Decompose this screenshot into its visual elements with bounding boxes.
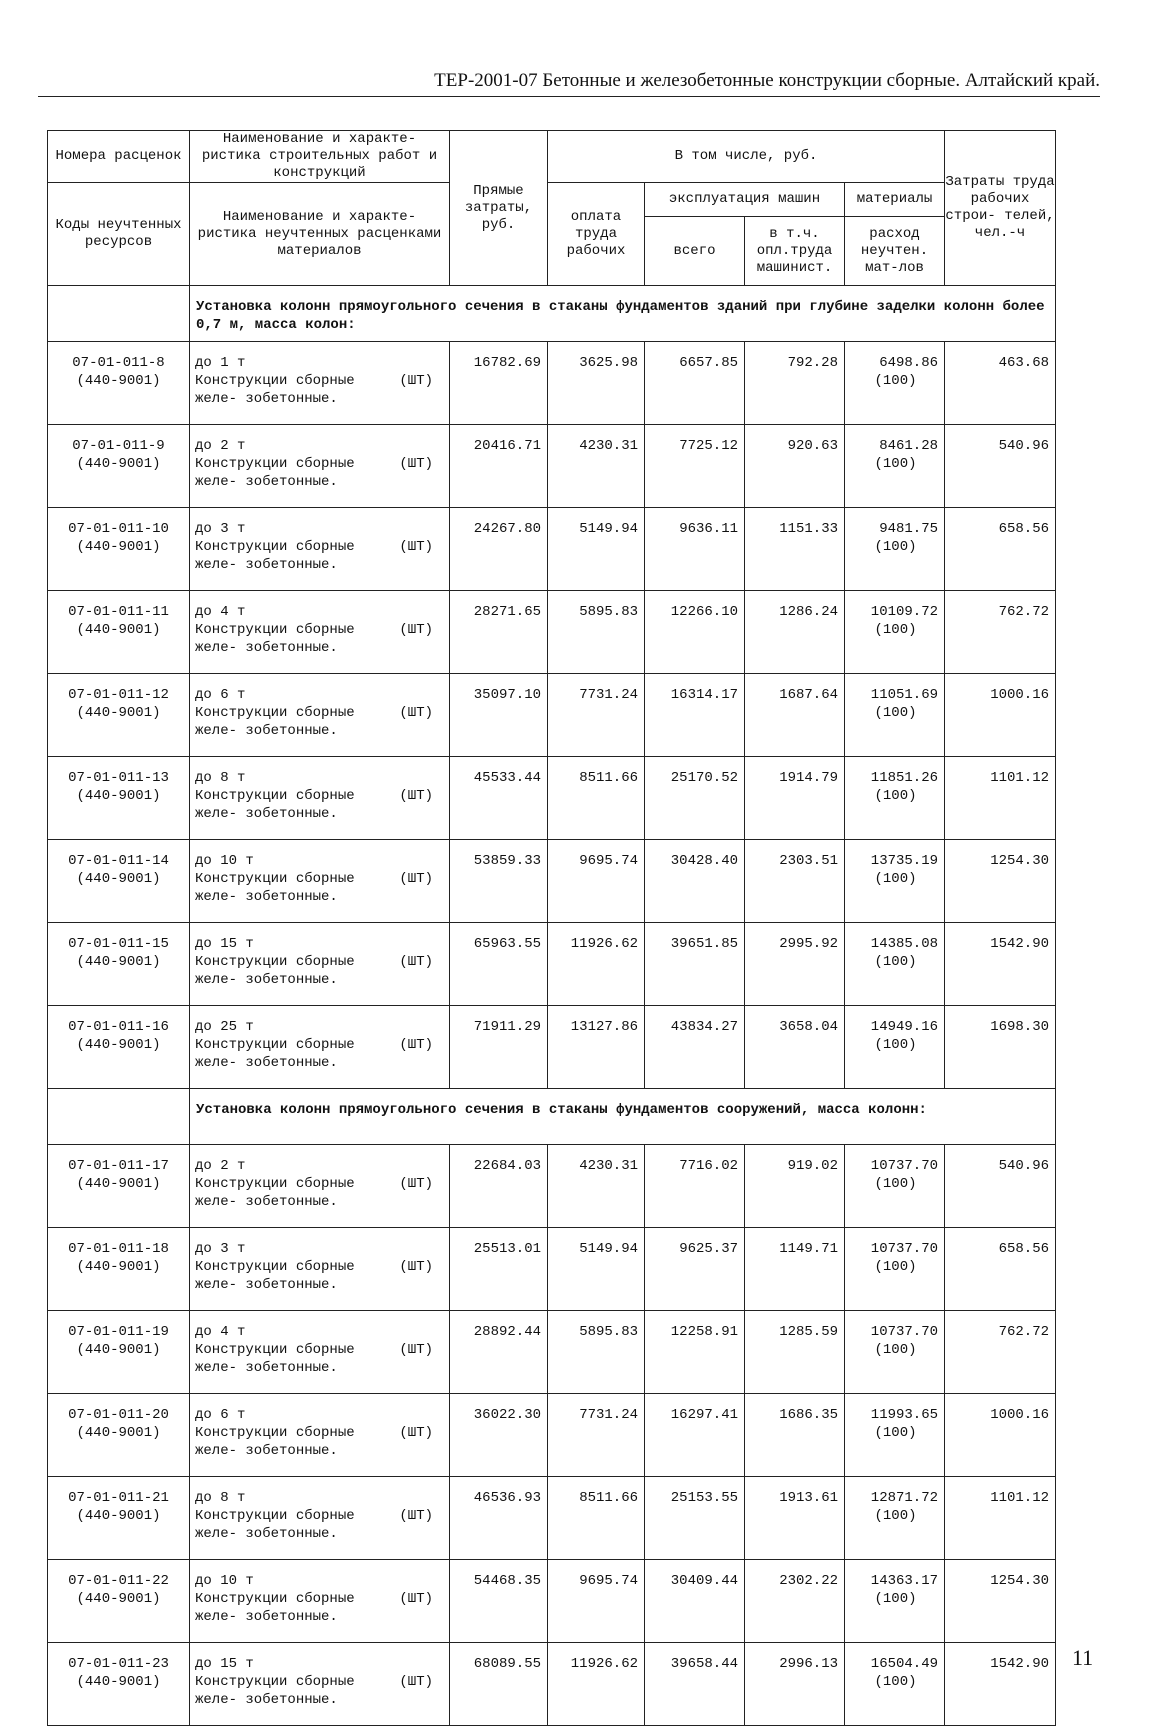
material-unit: (ШТ) — [399, 1508, 433, 1524]
labor-hours: 658.56 — [945, 1228, 1056, 1311]
table-row — [48, 1560, 1056, 1643]
materials-use: (100) — [874, 954, 917, 970]
name-cell — [190, 1145, 450, 1228]
name-cell — [190, 840, 450, 923]
materials-cell — [845, 1394, 945, 1477]
material-unit: (ШТ) — [399, 1591, 433, 1607]
table-row — [48, 508, 1056, 591]
materials-cell — [845, 508, 945, 591]
labor-pay: 5895.83 — [548, 591, 645, 674]
materials-use: (100) — [874, 539, 917, 555]
machines-total: 43834.27 — [645, 1006, 745, 1089]
material-unit: (ШТ) — [399, 539, 433, 555]
materials-cell — [845, 1477, 945, 1560]
mass-range: до 15 т — [195, 936, 254, 952]
machinist-pay: 1687.64 — [745, 674, 845, 757]
materials-use: (100) — [874, 788, 917, 804]
header-materials-use: расход неучтен. мат-лов — [845, 217, 945, 286]
machines-total: 16297.41 — [645, 1394, 745, 1477]
table-row — [48, 1228, 1056, 1311]
resource-code: (440-9001) — [76, 1342, 161, 1358]
material-name: Конструкции сборные желе- зобетонные. — [195, 705, 355, 739]
rate-code-cell — [48, 508, 190, 591]
name-cell — [190, 1228, 450, 1311]
section-title: Установка колонн прямоугольного сечения в стаканы фундаментов зданий при глубине заделки колонн более 0,7 м, масса колон: — [196, 299, 1045, 333]
materials-cost: 6498.86 — [879, 355, 939, 371]
labor-hours: 463.68 — [945, 342, 1056, 425]
table-row — [48, 591, 1056, 674]
name-cell — [190, 674, 450, 757]
rate-code-cell — [48, 1560, 190, 1643]
materials-use: (100) — [874, 1259, 917, 1275]
name-cell — [190, 508, 450, 591]
direct-costs: 25513.01 — [450, 1228, 548, 1311]
name-cell — [190, 1477, 450, 1560]
material-unit: (ШТ) — [399, 1674, 433, 1690]
machinist-pay: 1913.61 — [745, 1477, 845, 1560]
labor-hours: 1254.30 — [945, 840, 1056, 923]
material-unit: (ШТ) — [399, 456, 433, 472]
rate-code-cell — [48, 1394, 190, 1477]
machinist-pay: 2995.92 — [745, 923, 845, 1006]
rate-code: 07-01-011-20 — [68, 1407, 169, 1423]
material-unit: (ШТ) — [399, 788, 433, 804]
materials-cost: 8461.28 — [879, 438, 939, 454]
labor-pay: 5895.83 — [548, 1311, 645, 1394]
resource-code: (440-9001) — [76, 871, 161, 887]
rate-code: 07-01-011-21 — [68, 1490, 169, 1506]
labor-hours: 1698.30 — [945, 1006, 1056, 1089]
material-name: Конструкции сборные желе- зобетонные. — [195, 788, 355, 822]
labor-hours: 1542.90 — [945, 923, 1056, 1006]
machines-total: 16314.17 — [645, 674, 745, 757]
material-unit: (ШТ) — [399, 1342, 433, 1358]
header-name: Наименование и характе- ристика строительных работ и конструкций — [190, 131, 450, 183]
rate-code: 07-01-011-18 — [68, 1241, 169, 1257]
direct-costs: 22684.03 — [450, 1145, 548, 1228]
machines-total: 30428.40 — [645, 840, 745, 923]
table-row — [48, 840, 1056, 923]
table-row — [48, 1643, 1056, 1726]
material-name: Конструкции сборные желе- зобетонные. — [195, 1591, 355, 1625]
labor-hours: 1542.90 — [945, 1643, 1056, 1726]
materials-use: (100) — [874, 1674, 917, 1690]
section-title-cell — [190, 286, 1056, 342]
machinist-pay: 2996.13 — [745, 1643, 845, 1726]
labor-hours: 1000.16 — [945, 674, 1056, 757]
material-unit: (ШТ) — [399, 1259, 433, 1275]
rate-code: 07-01-011-8 — [72, 355, 165, 371]
material-unit: (ШТ) — [399, 954, 433, 970]
rate-code-cell — [48, 425, 190, 508]
labor-hours: 762.72 — [945, 1311, 1056, 1394]
materials-cost: 10737.70 — [870, 1324, 939, 1340]
mass-range: до 2 т — [195, 438, 246, 454]
labor-hours: 1101.12 — [945, 1477, 1056, 1560]
materials-cell — [845, 674, 945, 757]
resource-code: (440-9001) — [76, 1037, 161, 1053]
direct-costs: 45533.44 — [450, 757, 548, 840]
machinist-pay: 1151.33 — [745, 508, 845, 591]
direct-costs: 36022.30 — [450, 1394, 548, 1477]
resource-code: (440-9001) — [76, 539, 161, 555]
section-row — [48, 286, 1056, 342]
rate-code-cell — [48, 1643, 190, 1726]
materials-use: (100) — [874, 1342, 917, 1358]
machines-total: 39658.44 — [645, 1643, 745, 1726]
direct-costs: 71911.29 — [450, 1006, 548, 1089]
machines-total: 6657.85 — [645, 342, 745, 425]
material-name: Конструкции сборные желе- зобетонные. — [195, 622, 355, 656]
material-name: Конструкции сборные желе- зобетонные. — [195, 1508, 355, 1542]
resource-code: (440-9001) — [76, 1259, 161, 1275]
section-row — [48, 1089, 1056, 1145]
materials-use: (100) — [874, 1591, 917, 1607]
materials-cell — [845, 1643, 945, 1726]
mass-range: до 10 т — [195, 853, 254, 869]
rate-code: 07-01-011-13 — [68, 770, 169, 786]
header-materials-name: Наименование и характе- ристика неучтенных расценками материалов — [190, 183, 450, 286]
material-name: Конструкции сборные желе- зобетонные. — [195, 1425, 355, 1459]
section-title: Установка колонн прямоугольного сечения в стаканы фундаментов сооружений, масса колонн: — [196, 1102, 927, 1118]
machinist-pay: 920.63 — [745, 425, 845, 508]
resource-code: (440-9001) — [76, 1176, 161, 1192]
header-materials: материалы — [845, 183, 945, 217]
materials-use: (100) — [874, 1037, 917, 1053]
material-name: Конструкции сборные желе- зобетонные. — [195, 1176, 355, 1210]
mass-range: до 4 т — [195, 1324, 246, 1340]
labor-pay: 5149.94 — [548, 1228, 645, 1311]
rate-code-cell — [48, 1477, 190, 1560]
machinist-pay: 2303.51 — [745, 840, 845, 923]
materials-cell — [845, 425, 945, 508]
labor-hours: 540.96 — [945, 425, 1056, 508]
machinist-pay: 1285.59 — [745, 1311, 845, 1394]
rate-code: 07-01-011-23 — [68, 1656, 169, 1672]
mass-range: до 15 т — [195, 1656, 254, 1672]
machines-total: 9625.37 — [645, 1228, 745, 1311]
resource-code: (440-9001) — [76, 788, 161, 804]
header-resource-codes: Коды неучтенных ресурсов — [48, 183, 190, 286]
table-row — [48, 425, 1056, 508]
table-row — [48, 674, 1056, 757]
labor-pay: 3625.98 — [548, 342, 645, 425]
material-name: Конструкции сборные желе- зобетонные. — [195, 373, 355, 407]
name-cell — [190, 1560, 450, 1643]
materials-cell — [845, 1560, 945, 1643]
header-labor-pay: оплата труда рабочих — [548, 183, 645, 286]
labor-pay: 11926.62 — [548, 923, 645, 1006]
table-body — [48, 286, 1056, 1726]
rate-code-cell — [48, 591, 190, 674]
direct-costs: 28271.65 — [450, 591, 548, 674]
resource-code: (440-9001) — [76, 1674, 161, 1690]
machines-total: 39651.85 — [645, 923, 745, 1006]
resource-code: (440-9001) — [76, 373, 161, 389]
rate-code-cell — [48, 674, 190, 757]
labor-pay: 5149.94 — [548, 508, 645, 591]
mass-range: до 6 т — [195, 687, 246, 703]
name-cell — [190, 1643, 450, 1726]
resource-code: (440-9001) — [76, 705, 161, 721]
machinist-pay: 792.28 — [745, 342, 845, 425]
materials-cost: 16504.49 — [870, 1656, 939, 1672]
mass-range: до 8 т — [195, 1490, 246, 1506]
rate-code-cell — [48, 1228, 190, 1311]
materials-cost: 10737.70 — [870, 1158, 939, 1174]
mass-range: до 2 т — [195, 1158, 246, 1174]
table-row — [48, 757, 1056, 840]
rate-code: 07-01-011-9 — [72, 438, 165, 454]
table-row — [48, 1006, 1056, 1089]
materials-use: (100) — [874, 1425, 917, 1441]
material-unit: (ШТ) — [399, 373, 433, 389]
material-name: Конструкции сборные желе- зобетонные. — [195, 1259, 355, 1293]
resource-code: (440-9001) — [76, 954, 161, 970]
header-machines-total: всего — [645, 217, 745, 286]
name-cell — [190, 1311, 450, 1394]
rate-code: 07-01-011-11 — [68, 604, 169, 620]
name-cell — [190, 342, 450, 425]
name-cell — [190, 757, 450, 840]
resource-code: (440-9001) — [76, 1591, 161, 1607]
machinist-pay: 2302.22 — [745, 1560, 845, 1643]
header-labor-hours: Затраты труда рабочих строи- телей, чел.-ч — [945, 131, 1056, 286]
rate-code: 07-01-011-14 — [68, 853, 169, 869]
resource-code: (440-9001) — [76, 622, 161, 638]
materials-cell — [845, 1228, 945, 1311]
direct-costs: 68089.55 — [450, 1643, 548, 1726]
material-unit: (ШТ) — [399, 705, 433, 721]
materials-cost: 9481.75 — [879, 521, 939, 537]
mass-range: до 3 т — [195, 521, 246, 537]
mass-range: до 10 т — [195, 1573, 254, 1589]
materials-use: (100) — [874, 871, 917, 887]
machines-total: 25170.52 — [645, 757, 745, 840]
labor-hours: 658.56 — [945, 508, 1056, 591]
direct-costs: 24267.80 — [450, 508, 548, 591]
table-row — [48, 1145, 1056, 1228]
material-name: Конструкции сборные желе- зобетонные. — [195, 1037, 355, 1071]
labor-hours: 1000.16 — [945, 1394, 1056, 1477]
materials-cost: 11051.69 — [870, 687, 939, 703]
machinist-pay: 1149.71 — [745, 1228, 845, 1311]
material-unit: (ШТ) — [399, 871, 433, 887]
materials-cell — [845, 840, 945, 923]
rate-code: 07-01-011-16 — [68, 1019, 169, 1035]
name-cell — [190, 923, 450, 1006]
materials-cell — [845, 591, 945, 674]
page-header: ТЕР-2001-07 Бетонные и железобетонные конструкции сборные. Алтайский край. — [38, 66, 1100, 97]
mass-range: до 1 т — [195, 355, 246, 371]
labor-pay: 8511.66 — [548, 1477, 645, 1560]
machinist-pay: 1286.24 — [745, 591, 845, 674]
resource-code: (440-9001) — [76, 1508, 161, 1524]
materials-use: (100) — [874, 456, 917, 472]
material-unit: (ШТ) — [399, 1425, 433, 1441]
materials-cost: 11993.65 — [870, 1407, 939, 1423]
machines-total: 12266.10 — [645, 591, 745, 674]
name-cell — [190, 425, 450, 508]
header-machines: эксплуатация машин — [645, 183, 845, 217]
table-row — [48, 1311, 1056, 1394]
table-row — [48, 1477, 1056, 1560]
rate-code: 07-01-011-19 — [68, 1324, 169, 1340]
mass-range: до 6 т — [195, 1407, 246, 1423]
direct-costs: 35097.10 — [450, 674, 548, 757]
resource-code: (440-9001) — [76, 456, 161, 472]
materials-cost: 14949.16 — [870, 1019, 939, 1035]
rate-code: 07-01-011-10 — [68, 521, 169, 537]
header-direct-costs: Прямые затраты, руб. — [450, 131, 548, 286]
rates-table — [47, 130, 1056, 1726]
rate-code-cell — [48, 923, 190, 1006]
material-unit: (ШТ) — [399, 1037, 433, 1053]
materials-cell — [845, 1311, 945, 1394]
materials-cell — [845, 1145, 945, 1228]
machines-total: 30409.44 — [645, 1560, 745, 1643]
machines-total: 9636.11 — [645, 508, 745, 591]
labor-pay: 11926.62 — [548, 1643, 645, 1726]
material-name: Конструкции сборные желе- зобетонные. — [195, 539, 355, 573]
material-name: Конструкции сборные желе- зобетонные. — [195, 1674, 355, 1708]
mass-range: до 8 т — [195, 770, 246, 786]
materials-cost: 10737.70 — [870, 1241, 939, 1257]
rate-code-cell — [48, 1311, 190, 1394]
rate-code-cell — [48, 342, 190, 425]
labor-pay: 13127.86 — [548, 1006, 645, 1089]
materials-cell — [845, 923, 945, 1006]
direct-costs: 54468.35 — [450, 1560, 548, 1643]
name-cell — [190, 591, 450, 674]
header-codes: Номера расценок — [48, 131, 190, 183]
machinist-pay: 1914.79 — [745, 757, 845, 840]
machinist-pay: 919.02 — [745, 1145, 845, 1228]
rate-code-cell — [48, 757, 190, 840]
header-including: В том числе, руб. — [548, 131, 945, 183]
materials-use: (100) — [874, 1508, 917, 1524]
materials-cost: 11851.26 — [870, 770, 939, 786]
machines-total: 7716.02 — [645, 1145, 745, 1228]
direct-costs: 65963.55 — [450, 923, 548, 1006]
materials-cell — [845, 342, 945, 425]
labor-pay: 7731.24 — [548, 674, 645, 757]
labor-pay: 9695.74 — [548, 840, 645, 923]
machinist-pay: 3658.04 — [745, 1006, 845, 1089]
material-unit: (ШТ) — [399, 622, 433, 638]
section-left-cell — [48, 286, 190, 342]
labor-hours: 1254.30 — [945, 1560, 1056, 1643]
rate-code: 07-01-011-15 — [68, 936, 169, 952]
material-name: Конструкции сборные желе- зобетонные. — [195, 871, 355, 905]
header-machinist-pay: в т.ч. опл.труда машинист. — [745, 217, 845, 286]
machines-total: 12258.91 — [645, 1311, 745, 1394]
rate-code-cell — [48, 1006, 190, 1089]
materials-use: (100) — [874, 373, 917, 389]
labor-pay: 7731.24 — [548, 1394, 645, 1477]
materials-cost: 13735.19 — [870, 853, 939, 869]
materials-cell — [845, 757, 945, 840]
rate-code-cell — [48, 840, 190, 923]
material-unit: (ШТ) — [399, 1176, 433, 1192]
labor-pay: 9695.74 — [548, 1560, 645, 1643]
section-title-cell — [190, 1089, 1056, 1145]
mass-range: до 3 т — [195, 1241, 246, 1257]
materials-cost: 10109.72 — [870, 604, 939, 620]
section-left-cell — [48, 1089, 190, 1145]
direct-costs: 28892.44 — [450, 1311, 548, 1394]
materials-use: (100) — [874, 622, 917, 638]
page-number: 11 — [1072, 1645, 1094, 1670]
mass-range: до 25 т — [195, 1019, 254, 1035]
resource-code: (440-9001) — [76, 1425, 161, 1441]
materials-cost: 14385.08 — [870, 936, 939, 952]
machines-total: 7725.12 — [645, 425, 745, 508]
materials-cell — [845, 1006, 945, 1089]
labor-pay: 4230.31 — [548, 425, 645, 508]
material-name: Конструкции сборные желе- зобетонные. — [195, 456, 355, 490]
table-row — [48, 342, 1056, 425]
direct-costs: 16782.69 — [450, 342, 548, 425]
table-row — [48, 1394, 1056, 1477]
labor-hours: 1101.12 — [945, 757, 1056, 840]
name-cell — [190, 1394, 450, 1477]
rate-code: 07-01-011-17 — [68, 1158, 169, 1174]
materials-cost: 12871.72 — [870, 1490, 939, 1506]
machines-total: 25153.55 — [645, 1477, 745, 1560]
labor-pay: 4230.31 — [548, 1145, 645, 1228]
labor-hours: 540.96 — [945, 1145, 1056, 1228]
materials-use: (100) — [874, 705, 917, 721]
name-cell — [190, 1006, 450, 1089]
direct-costs: 20416.71 — [450, 425, 548, 508]
materials-cost: 14363.17 — [870, 1573, 939, 1589]
labor-pay: 8511.66 — [548, 757, 645, 840]
materials-use: (100) — [874, 1176, 917, 1192]
material-name: Конструкции сборные желе- зобетонные. — [195, 1342, 355, 1376]
direct-costs: 46536.93 — [450, 1477, 548, 1560]
labor-hours: 762.72 — [945, 591, 1056, 674]
direct-costs: 53859.33 — [450, 840, 548, 923]
rate-code: 07-01-011-22 — [68, 1573, 169, 1589]
rate-code-cell — [48, 1145, 190, 1228]
machinist-pay: 1686.35 — [745, 1394, 845, 1477]
mass-range: до 4 т — [195, 604, 246, 620]
rate-code: 07-01-011-12 — [68, 687, 169, 703]
material-name: Конструкции сборные желе- зобетонные. — [195, 954, 355, 988]
table-row — [48, 923, 1056, 1006]
